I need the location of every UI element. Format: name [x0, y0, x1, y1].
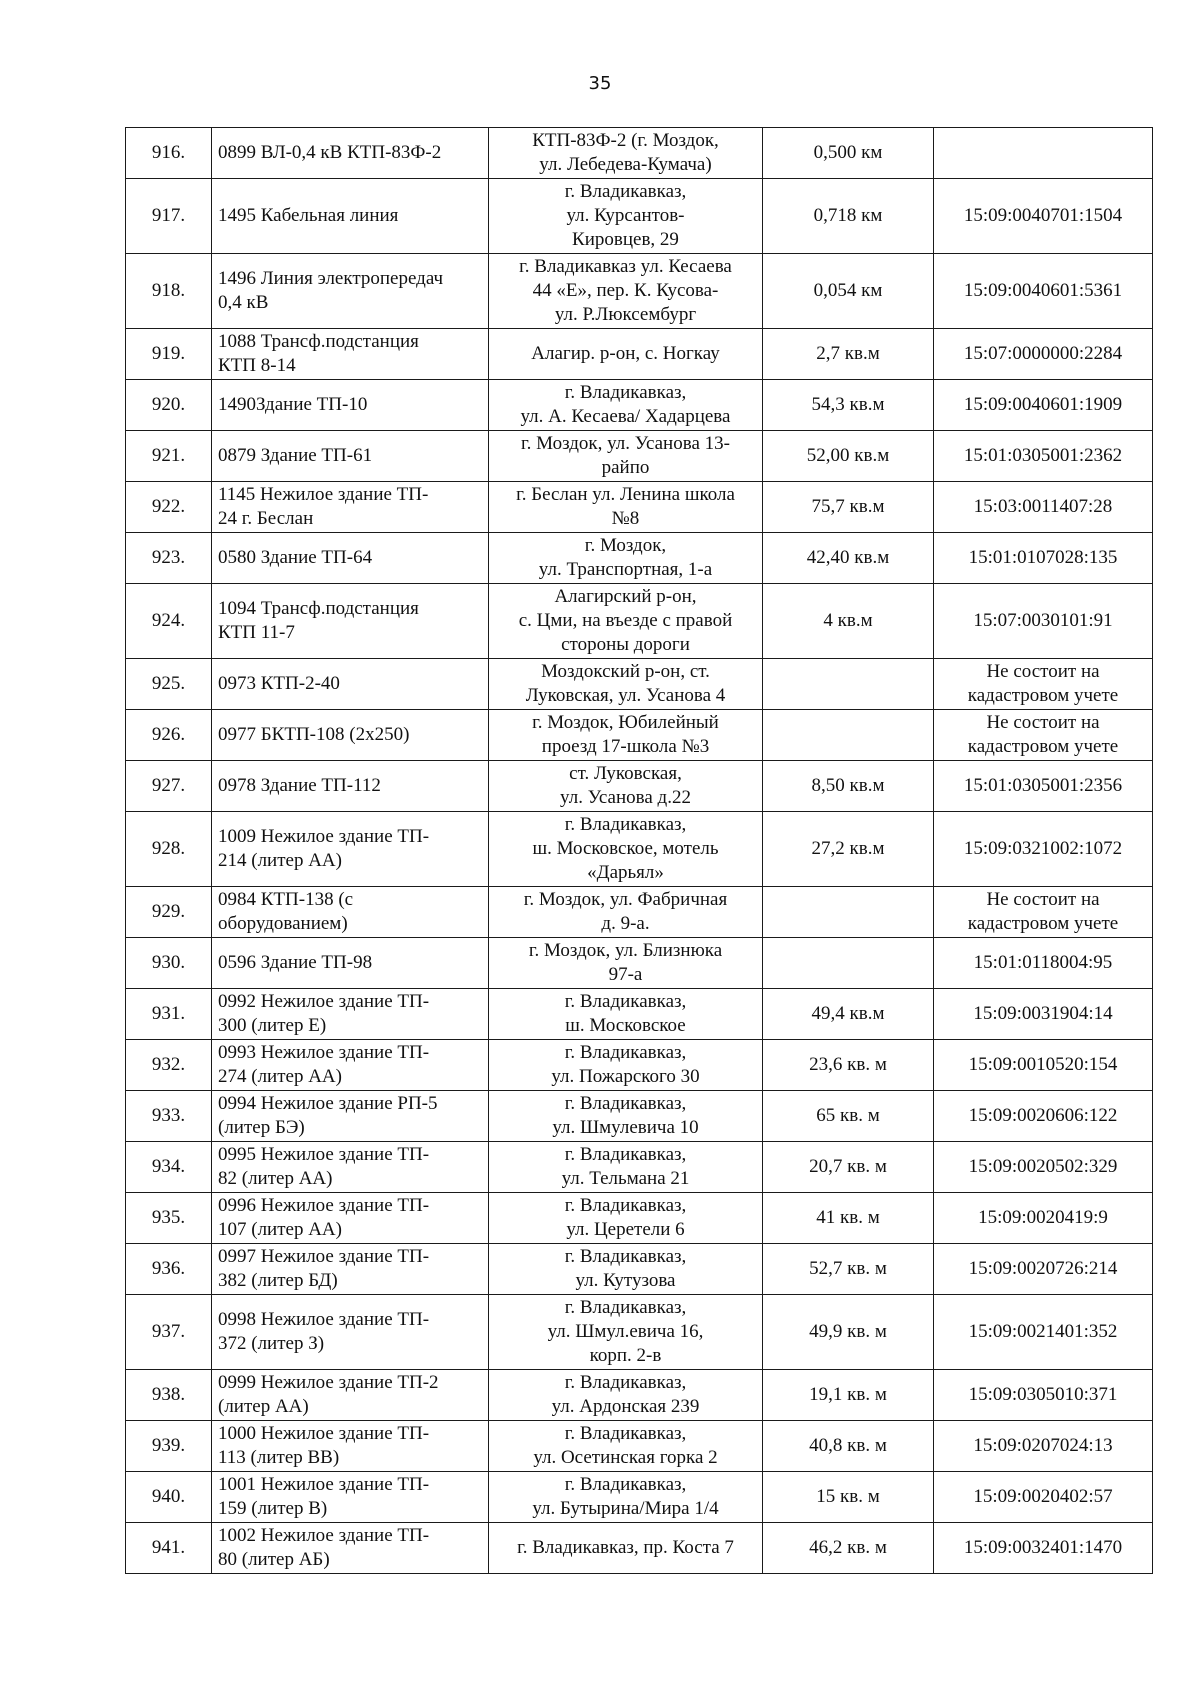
- object-name-cell: [212, 812, 489, 887]
- cadastral-number: 15:03:0011407:28: [973, 496, 1113, 517]
- object-address: г. Моздок, Юбилейный проезд 17-школа №3: [532, 712, 719, 757]
- cadastral-number: 15:09:0031904:14: [973, 1003, 1113, 1024]
- cadastral-number: 15:01:0305001:2362: [963, 445, 1123, 466]
- object-address: г. Владикавказ, ул. Курсантов- Кировцев, 29: [564, 181, 687, 250]
- object-area-cell: [763, 659, 934, 710]
- object-name: 0993 Нежилое здание ТП- 274 (литер АА): [218, 1042, 430, 1087]
- cadastral-number: 15:09:0207024:13: [973, 1435, 1113, 1456]
- cadastral-number-cell: [934, 1472, 1153, 1523]
- object-name: 1496 Линия электропередач 0,4 кВ: [218, 268, 444, 313]
- object-area: 65 кв. м: [816, 1105, 880, 1126]
- object-area: 40,8 кв. м: [809, 1435, 887, 1456]
- object-area-cell: [763, 1523, 934, 1574]
- object-area: 0,500 км: [813, 142, 883, 163]
- object-address-cell: [489, 710, 763, 761]
- table-row: [126, 128, 1153, 179]
- object-address: г. Владикавказ, ул. Бутырина/Мира 1/4: [532, 1474, 719, 1519]
- object-name-cell: [212, 1370, 489, 1421]
- object-address: г. Владикавказ, ул. Шмул.евича 16, корп. 2-в: [547, 1297, 704, 1366]
- table-row: [126, 659, 1153, 710]
- table-row: [126, 1421, 1153, 1472]
- object-area-cell: [763, 1091, 934, 1142]
- cadastral-number: Не состоит на кадастровом учете: [967, 889, 1119, 934]
- object-area: 19,1 кв. м: [809, 1384, 887, 1405]
- object-name-cell: [212, 179, 489, 254]
- row-number-cell: [126, 482, 212, 533]
- cadastral-number-cell: [934, 1091, 1153, 1142]
- row-number-cell: [126, 584, 212, 659]
- object-address-cell: [489, 1193, 763, 1244]
- cadastral-number: 15:07:0000000:2284: [963, 343, 1123, 364]
- cadastral-number: 15:09:0020402:57: [973, 1486, 1113, 1507]
- object-area: 54,3 кв.м: [811, 394, 885, 415]
- cadastral-number-cell: [934, 938, 1153, 989]
- object-area: 0,054 км: [813, 280, 883, 301]
- cadastral-number: 15:09:0020419:9: [978, 1207, 1108, 1228]
- object-area-cell: [763, 533, 934, 584]
- object-address: г. Владикавказ, ул. Кутузова: [564, 1246, 687, 1291]
- object-address: г. Владикавказ, ул. А. Кесаева/ Хадарцева: [520, 382, 731, 427]
- row-number: 927.: [151, 775, 186, 796]
- table-row: [126, 380, 1153, 431]
- object-name: 0899 ВЛ-0,4 кВ КТП-83Ф-2: [218, 142, 442, 163]
- table-row: [126, 938, 1153, 989]
- object-name-cell: [212, 1523, 489, 1574]
- row-number-cell: [126, 380, 212, 431]
- object-name: 1002 Нежилое здание ТП- 80 (литер АБ): [218, 1525, 430, 1570]
- row-number-cell: [126, 179, 212, 254]
- object-address-cell: [489, 431, 763, 482]
- object-address-cell: [489, 1472, 763, 1523]
- object-address-cell: [489, 1421, 763, 1472]
- object-area-cell: [763, 938, 934, 989]
- object-area-cell: [763, 710, 934, 761]
- object-address-cell: [489, 584, 763, 659]
- row-number-cell: [126, 938, 212, 989]
- object-address: г. Владикавказ, ул. Пожарского 30: [551, 1042, 700, 1087]
- cadastral-number-cell: [934, 1370, 1153, 1421]
- object-name-cell: [212, 710, 489, 761]
- object-address: Моздокский р-он, ст. Луковская, ул. Усанова 4: [525, 661, 726, 706]
- object-name-cell: [212, 1142, 489, 1193]
- object-area-cell: [763, 254, 934, 329]
- object-area: 2,7 кв.м: [816, 343, 880, 364]
- row-number: 925.: [151, 673, 186, 694]
- table-row: [126, 431, 1153, 482]
- object-address-cell: [489, 938, 763, 989]
- row-number: 918.: [151, 280, 186, 301]
- row-number: 923.: [151, 547, 186, 568]
- cadastral-number: 15:09:0040701:1504: [963, 205, 1123, 226]
- cadastral-number-cell: [934, 812, 1153, 887]
- object-area: 27,2 кв.м: [811, 838, 885, 859]
- row-number: 939.: [151, 1435, 186, 1456]
- cadastral-number: 15:01:0118004:95: [973, 952, 1113, 973]
- cadastral-number-cell: [934, 329, 1153, 380]
- table-row: [126, 1244, 1153, 1295]
- object-area-cell: [763, 1040, 934, 1091]
- object-name: 1001 Нежилое здание ТП- 159 (литер В): [218, 1474, 430, 1519]
- property-registry-table: [125, 127, 1153, 1574]
- object-name-cell: [212, 1040, 489, 1091]
- row-number-cell: [126, 812, 212, 887]
- object-name: 1009 Нежилое здание ТП- 214 (литер АА): [218, 826, 430, 871]
- object-address-cell: [489, 1142, 763, 1193]
- row-number: 934.: [151, 1156, 186, 1177]
- cadastral-number-cell: [934, 533, 1153, 584]
- object-address-cell: [489, 128, 763, 179]
- object-name-cell: [212, 254, 489, 329]
- row-number-cell: [126, 1142, 212, 1193]
- object-name-cell: [212, 1295, 489, 1370]
- object-name: 1490Здание ТП-10: [218, 394, 368, 415]
- object-name: 0973 КТП-2-40: [218, 673, 340, 694]
- object-name-cell: [212, 1193, 489, 1244]
- row-number-cell: [126, 1040, 212, 1091]
- row-number-cell: [126, 329, 212, 380]
- cadastral-number-cell: [934, 710, 1153, 761]
- row-number: 919.: [151, 343, 186, 364]
- cadastral-number-cell: [934, 1421, 1153, 1472]
- row-number: 937.: [151, 1321, 186, 1342]
- cadastral-number-cell: [934, 887, 1153, 938]
- object-address: г. Моздок, ул. Транспортная, 1-а: [538, 535, 713, 580]
- object-area-cell: [763, 1295, 934, 1370]
- cadastral-number: 15:09:0040601:5361: [963, 280, 1123, 301]
- object-area-cell: [763, 179, 934, 254]
- object-area-cell: [763, 431, 934, 482]
- row-number-cell: [126, 989, 212, 1040]
- object-name: 1145 Нежилое здание ТП- 24 г. Беслан: [218, 484, 429, 529]
- cadastral-number: 15:09:0020502:329: [968, 1156, 1118, 1177]
- cadastral-number: Не состоит на кадастровом учете: [967, 661, 1119, 706]
- object-area-cell: [763, 380, 934, 431]
- row-number: 931.: [151, 1003, 186, 1024]
- cadastral-number-cell: [934, 659, 1153, 710]
- object-name-cell: [212, 482, 489, 533]
- row-number-cell: [126, 1370, 212, 1421]
- object-name: 0978 Здание ТП-112: [218, 775, 381, 796]
- object-area: 75,7 кв.м: [811, 496, 885, 517]
- object-address-cell: [489, 887, 763, 938]
- object-address-cell: [489, 1091, 763, 1142]
- cadastral-number-cell: [934, 179, 1153, 254]
- row-number: 930.: [151, 952, 186, 973]
- object-address-cell: [489, 761, 763, 812]
- object-area: 41 кв. м: [816, 1207, 880, 1228]
- row-number-cell: [126, 431, 212, 482]
- cadastral-number-cell: [934, 1523, 1153, 1574]
- row-number-cell: [126, 1472, 212, 1523]
- object-name-cell: [212, 329, 489, 380]
- row-number: 935.: [151, 1207, 186, 1228]
- object-name: 0996 Нежилое здание ТП- 107 (литер АА): [218, 1195, 430, 1240]
- object-name: 1495 Кабельная линия: [218, 205, 399, 226]
- object-name: 0879 Здание ТП-61: [218, 445, 373, 466]
- cadastral-number-cell: [934, 1040, 1153, 1091]
- object-name-cell: [212, 989, 489, 1040]
- object-area: 8,50 кв.м: [811, 775, 885, 796]
- cadastral-number-cell: [934, 128, 1153, 179]
- object-area: 15 кв. м: [816, 1486, 880, 1507]
- object-address: г. Моздок, ул. Фабричная д. 9-а.: [523, 889, 728, 934]
- object-name-cell: [212, 1091, 489, 1142]
- cadastral-number: 15:09:0020606:122: [968, 1105, 1118, 1126]
- object-area-cell: [763, 1193, 934, 1244]
- table-row: [126, 533, 1153, 584]
- object-area: 0,718 км: [813, 205, 883, 226]
- table-row: [126, 989, 1153, 1040]
- registry-table-body: [126, 128, 1153, 1574]
- table-row: [126, 1040, 1153, 1091]
- object-area-cell: [763, 989, 934, 1040]
- object-address: г. Владикавказ, ул. Тельмана 21: [561, 1144, 690, 1189]
- object-name: 0977 БКТП-108 (2x250): [218, 724, 410, 745]
- object-name-cell: [212, 761, 489, 812]
- table-row: [126, 254, 1153, 329]
- cadastral-number-cell: [934, 431, 1153, 482]
- object-name: 0995 Нежилое здание ТП- 82 (литер АА): [218, 1144, 430, 1189]
- object-area-cell: [763, 1472, 934, 1523]
- table-row: [126, 1472, 1153, 1523]
- object-area-cell: [763, 761, 934, 812]
- table-row: [126, 812, 1153, 887]
- object-address-cell: [489, 254, 763, 329]
- table-row: [126, 1193, 1153, 1244]
- object-address-cell: [489, 482, 763, 533]
- object-name-cell: [212, 938, 489, 989]
- object-name-cell: [212, 1421, 489, 1472]
- object-area-cell: [763, 128, 934, 179]
- row-number: 926.: [151, 724, 186, 745]
- table-row: [126, 482, 1153, 533]
- cadastral-number-cell: [934, 1244, 1153, 1295]
- cadastral-number: 15:09:0040601:1909: [963, 394, 1123, 415]
- object-address: г. Владикавказ, ул. Ардонская 239: [551, 1372, 700, 1417]
- table-row: [126, 710, 1153, 761]
- object-name-cell: [212, 431, 489, 482]
- row-number-cell: [126, 887, 212, 938]
- object-address: г. Владикавказ ул. Кесаева 44 «Е», пер. К. Кусова- ул. Р.Люксембург: [519, 256, 732, 325]
- table-row: [126, 1091, 1153, 1142]
- page-number: 35: [588, 73, 612, 94]
- object-address-cell: [489, 329, 763, 380]
- object-address: г. Владикавказ, ш. Московское, мотель «Дарьял»: [532, 814, 719, 883]
- object-address: г. Владикавказ, ул. Церетели 6: [564, 1195, 687, 1240]
- object-area: 4 кв.м: [823, 610, 873, 631]
- cadastral-number-cell: [934, 254, 1153, 329]
- object-address-cell: [489, 989, 763, 1040]
- object-address-cell: [489, 1370, 763, 1421]
- object-area: 42,40 кв.м: [806, 547, 890, 568]
- object-area: 20,7 кв. м: [809, 1156, 887, 1177]
- cadastral-number: 15:09:0032401:1470: [963, 1537, 1123, 1558]
- object-name: 0997 Нежилое здание ТП- 382 (литер БД): [218, 1246, 430, 1291]
- object-name-cell: [212, 380, 489, 431]
- cadastral-number-cell: [934, 1295, 1153, 1370]
- table-row: [126, 1523, 1153, 1574]
- row-number-cell: [126, 1193, 212, 1244]
- row-number-cell: [126, 1244, 212, 1295]
- cadastral-number: 15:01:0305001:2356: [963, 775, 1123, 796]
- row-number: 928.: [151, 838, 186, 859]
- row-number-cell: [126, 533, 212, 584]
- object-area-cell: [763, 1370, 934, 1421]
- row-number: 929.: [151, 901, 186, 922]
- object-name: 0992 Нежилое здание ТП- 300 (литер Е): [218, 991, 430, 1036]
- object-name: 1088 Трансф.подстанция КТП 8-14: [218, 331, 419, 376]
- cadastral-number: 15:07:0030101:91: [973, 610, 1113, 631]
- object-name: 0596 Здание ТП-98: [218, 952, 373, 973]
- object-name: 0998 Нежилое здание ТП- 372 (литер З): [218, 1309, 430, 1354]
- row-number: 916.: [151, 142, 186, 163]
- row-number: 924.: [151, 610, 186, 631]
- row-number: 920.: [151, 394, 186, 415]
- object-area-cell: [763, 482, 934, 533]
- object-address: г. Владикавказ, ш. Московское: [564, 991, 687, 1036]
- object-address-cell: [489, 179, 763, 254]
- row-number: 936.: [151, 1258, 186, 1279]
- object-area: 52,7 кв. м: [809, 1258, 887, 1279]
- cadastral-number: 15:09:0020726:214: [968, 1258, 1118, 1279]
- object-area: 52,00 кв.м: [806, 445, 890, 466]
- cadastral-number: 15:09:0010520:154: [968, 1054, 1118, 1075]
- object-area: 23,6 кв. м: [809, 1054, 887, 1075]
- object-address-cell: [489, 1040, 763, 1091]
- object-name-cell: [212, 533, 489, 584]
- object-name-cell: [212, 584, 489, 659]
- row-number: 941.: [151, 1537, 186, 1558]
- row-number-cell: [126, 659, 212, 710]
- cadastral-number: 15:09:0321002:1072: [963, 838, 1123, 859]
- object-address: ст. Луковская, ул. Усанова д.22: [560, 763, 691, 808]
- row-number-cell: [126, 1091, 212, 1142]
- object-address: г. Моздок, ул. Усанова 13- райпо: [521, 433, 730, 478]
- row-number-cell: [126, 128, 212, 179]
- cadastral-number-cell: [934, 761, 1153, 812]
- object-address: г. Беслан ул. Ленина школа №8: [516, 484, 735, 529]
- row-number-cell: [126, 710, 212, 761]
- object-name: 0984 КТП-138 (с оборудованием): [218, 889, 354, 934]
- object-area-cell: [763, 887, 934, 938]
- object-area-cell: [763, 329, 934, 380]
- cadastral-number-cell: [934, 1142, 1153, 1193]
- object-address-cell: [489, 659, 763, 710]
- object-area-cell: [763, 1244, 934, 1295]
- object-area: 46,2 кв. м: [809, 1537, 887, 1558]
- object-address-cell: [489, 812, 763, 887]
- table-row: [126, 179, 1153, 254]
- object-area-cell: [763, 812, 934, 887]
- object-name-cell: [212, 887, 489, 938]
- cadastral-number-cell: [934, 482, 1153, 533]
- cadastral-number: 15:09:0021401:352: [968, 1321, 1118, 1342]
- row-number: 932.: [151, 1054, 186, 1075]
- row-number-cell: [126, 1421, 212, 1472]
- object-area-cell: [763, 584, 934, 659]
- object-name-cell: [212, 659, 489, 710]
- object-address-cell: [489, 1295, 763, 1370]
- object-name-cell: [212, 1244, 489, 1295]
- object-name: 0994 Нежилое здание РП-5 (литер БЭ): [218, 1093, 438, 1138]
- object-address: Алагир. р-он, с. Ногкау: [531, 343, 720, 364]
- cadastral-number-cell: [934, 989, 1153, 1040]
- table-row: [126, 1370, 1153, 1421]
- object-name: 1000 Нежилое здание ТП- 113 (литер ВВ): [218, 1423, 430, 1468]
- object-address: г. Владикавказ, ул. Шмулевича 10: [552, 1093, 699, 1138]
- row-number-cell: [126, 1523, 212, 1574]
- row-number: 921.: [151, 445, 186, 466]
- row-number: 933.: [151, 1105, 186, 1126]
- object-area-cell: [763, 1142, 934, 1193]
- object-area-cell: [763, 1421, 934, 1472]
- object-address: КТП-83Ф-2 (г. Моздок, ул. Лебедева-Кумача): [532, 130, 719, 175]
- object-area: 49,9 кв. м: [809, 1321, 887, 1342]
- table-row: [126, 1142, 1153, 1193]
- object-name-cell: [212, 128, 489, 179]
- object-name-cell: [212, 1472, 489, 1523]
- row-number-cell: [126, 1295, 212, 1370]
- cadastral-number: 15:09:0305010:371: [968, 1384, 1118, 1405]
- cadastral-number-cell: [934, 1193, 1153, 1244]
- row-number-cell: [126, 761, 212, 812]
- object-address: г. Моздок, ул. Близнюка 97-а: [528, 940, 723, 985]
- row-number-cell: [126, 254, 212, 329]
- object-address-cell: [489, 1244, 763, 1295]
- row-number: 940.: [151, 1486, 186, 1507]
- row-number: 922.: [151, 496, 186, 517]
- object-name: 0999 Нежилое здание ТП-2 (литер АА): [218, 1372, 439, 1417]
- table-row: [126, 887, 1153, 938]
- cadastral-number-cell: [934, 380, 1153, 431]
- table-row: [126, 584, 1153, 659]
- table-row: [126, 761, 1153, 812]
- object-name: 1094 Трансф.подстанция КТП 11-7: [218, 598, 419, 643]
- object-address: Алагирский р-он, с. Цми, на въезде с правой стороны дороги: [518, 586, 733, 655]
- cadastral-number: Не состоит на кадастровом учете: [967, 712, 1119, 757]
- table-row: [126, 1295, 1153, 1370]
- object-address-cell: [489, 1523, 763, 1574]
- object-address-cell: [489, 380, 763, 431]
- object-name: 0580 Здание ТП-64: [218, 547, 373, 568]
- table-row: [126, 329, 1153, 380]
- cadastral-number-cell: [934, 584, 1153, 659]
- object-address: г. Владикавказ, пр. Коста 7: [517, 1537, 734, 1558]
- object-address: г. Владикавказ, ул. Осетинская горка 2: [533, 1423, 718, 1468]
- object-area: 49,4 кв.м: [811, 1003, 885, 1024]
- cadastral-number: 15:01:0107028:135: [968, 547, 1118, 568]
- object-address-cell: [489, 533, 763, 584]
- row-number: 938.: [151, 1384, 186, 1405]
- row-number: 917.: [151, 205, 186, 226]
